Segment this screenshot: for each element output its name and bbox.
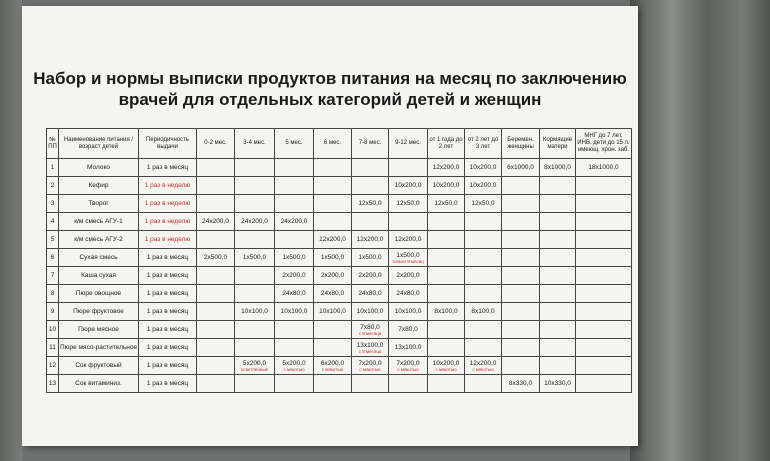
norm-cell bbox=[389, 339, 428, 357]
norm-cell bbox=[465, 231, 502, 249]
norm-value: 1x500,0 bbox=[242, 254, 267, 261]
product-name: Пюре фруктовое bbox=[59, 303, 139, 321]
norm-cell bbox=[428, 195, 465, 213]
norm-cell bbox=[540, 177, 576, 195]
norm-cell bbox=[314, 375, 352, 393]
norm-cell bbox=[465, 177, 502, 195]
norm-note: с мякотью bbox=[435, 366, 457, 372]
norm-value: 7x80,0 bbox=[398, 326, 418, 333]
norm-note: с мякотью bbox=[397, 366, 419, 372]
norm-value: 10x200,0 bbox=[469, 182, 497, 189]
table-row bbox=[47, 375, 632, 393]
poster-sheet bbox=[22, 6, 638, 446]
issue-frequency: 1 раз в неделю bbox=[139, 213, 197, 231]
issue-frequency: 1 раз в неделю bbox=[139, 231, 197, 249]
norm-cell bbox=[197, 159, 235, 177]
norm-cell bbox=[502, 303, 540, 321]
norm-value: 12x200,0 bbox=[432, 164, 460, 171]
norm-cell bbox=[576, 321, 632, 339]
issue-frequency: 1 раз в месяц bbox=[139, 285, 197, 303]
norm-value: 12x50,0 bbox=[396, 200, 420, 207]
table-row bbox=[47, 231, 632, 249]
norm-cell bbox=[428, 249, 465, 267]
issue-frequency: 1 раз в месяц bbox=[139, 159, 197, 177]
column-header: 0-2 мес. bbox=[197, 129, 235, 159]
norm-cell bbox=[275, 303, 314, 321]
norm-cell bbox=[352, 267, 389, 285]
norm-cell bbox=[197, 267, 235, 285]
norm-cell bbox=[465, 321, 502, 339]
row-number: 11 bbox=[47, 339, 59, 357]
norm-cell bbox=[235, 357, 275, 375]
norm-cell bbox=[576, 231, 632, 249]
table-row bbox=[47, 267, 632, 285]
norm-cell bbox=[465, 303, 502, 321]
norm-value: 7x200,0 bbox=[396, 359, 420, 367]
title-line-1: Набор и нормы выписки продуктов питания на месяц по заключению bbox=[33, 69, 627, 88]
issue-frequency: 1 раз в месяц bbox=[139, 321, 197, 339]
norm-cell bbox=[235, 303, 275, 321]
norm-cell bbox=[235, 285, 275, 303]
norm-cell bbox=[576, 249, 632, 267]
norm-cell bbox=[197, 321, 235, 339]
norm-cell bbox=[314, 303, 352, 321]
norm-value: 10x200,0 bbox=[394, 182, 422, 189]
column-header: от 2 лет до 3 лет bbox=[465, 129, 502, 159]
norm-cell bbox=[389, 231, 428, 249]
norm-cell bbox=[389, 285, 428, 303]
norm-cell bbox=[540, 285, 576, 303]
norm-cell bbox=[197, 231, 235, 249]
table-row bbox=[47, 321, 632, 339]
norm-cell bbox=[502, 195, 540, 213]
norm-cell bbox=[235, 159, 275, 177]
norm-cell bbox=[428, 357, 465, 375]
norm-cell bbox=[502, 285, 540, 303]
norm-cell bbox=[502, 267, 540, 285]
norm-value: 10x330,0 bbox=[544, 380, 571, 387]
norm-cell bbox=[352, 249, 389, 267]
issue-frequency: 1 раз в месяц bbox=[139, 357, 197, 375]
issue-frequency: 1 раз в месяц bbox=[139, 303, 197, 321]
table-row bbox=[47, 285, 632, 303]
norm-cell bbox=[235, 231, 275, 249]
norm-note: с 8 месяца bbox=[358, 330, 382, 336]
norm-cell bbox=[540, 249, 576, 267]
norm-cell bbox=[576, 213, 632, 231]
norm-value: 5x200,0 bbox=[282, 359, 306, 367]
norm-cell bbox=[314, 231, 352, 249]
row-number: 8 bbox=[47, 285, 59, 303]
norm-cell bbox=[275, 195, 314, 213]
norm-cell bbox=[314, 159, 352, 177]
table-row bbox=[47, 195, 632, 213]
norm-cell bbox=[465, 375, 502, 393]
norm-cell bbox=[197, 303, 235, 321]
norm-value: 7x80,0 bbox=[360, 323, 380, 331]
norm-value: 24x80,0 bbox=[396, 290, 420, 297]
table-row bbox=[47, 159, 632, 177]
norm-cell bbox=[275, 339, 314, 357]
norm-cell bbox=[428, 303, 465, 321]
table-row bbox=[47, 357, 632, 375]
norm-cell bbox=[352, 303, 389, 321]
issue-frequency: 1 раз в месяц bbox=[139, 267, 197, 285]
norm-cell bbox=[197, 357, 235, 375]
table-row bbox=[47, 303, 632, 321]
norm-value: 1x500,0 bbox=[282, 254, 306, 261]
column-header: 3-4 мес. bbox=[235, 129, 275, 159]
norm-value: 8x330,0 bbox=[508, 380, 533, 387]
norm-cell bbox=[502, 249, 540, 267]
norm-cell bbox=[428, 267, 465, 285]
norm-cell bbox=[465, 249, 502, 267]
product-name: Сок витаминиз. bbox=[59, 375, 139, 393]
norm-cell bbox=[540, 357, 576, 375]
norm-cell bbox=[576, 303, 632, 321]
norm-value: 10x200,0 bbox=[432, 359, 460, 367]
norm-cell bbox=[197, 249, 235, 267]
norm-cell bbox=[314, 321, 352, 339]
norm-value: 6x1000,0 bbox=[507, 164, 534, 171]
norm-cell bbox=[576, 177, 632, 195]
norm-value: 1x500,0 bbox=[320, 254, 345, 261]
norm-cell bbox=[389, 195, 428, 213]
norm-value: 24x80,0 bbox=[320, 290, 345, 297]
norm-cell bbox=[352, 339, 389, 357]
norm-value: 24x80,0 bbox=[282, 290, 306, 297]
product-name: Пюре мясное bbox=[59, 321, 139, 339]
norm-cell bbox=[275, 267, 314, 285]
norm-value: 10x100,0 bbox=[241, 308, 268, 315]
norm-cell bbox=[576, 267, 632, 285]
norm-cell bbox=[465, 213, 502, 231]
norm-value: 1x500,0 bbox=[358, 254, 382, 261]
norm-cell bbox=[275, 249, 314, 267]
row-number: 13 bbox=[47, 375, 59, 393]
norm-value: 10x100,0 bbox=[280, 308, 308, 315]
norm-cell bbox=[389, 375, 428, 393]
column-header: Наименование питания / возраст детей bbox=[59, 129, 139, 159]
issue-frequency: 1 раз в месяц bbox=[139, 375, 197, 393]
row-number: 4 bbox=[47, 213, 59, 231]
norm-value: 12x50,0 bbox=[358, 200, 382, 207]
norm-value: 13x100,0 bbox=[394, 344, 422, 351]
norm-value: 2x200,0 bbox=[282, 272, 306, 279]
norm-value: 12x50,0 bbox=[434, 200, 458, 207]
norm-cell bbox=[540, 267, 576, 285]
norm-cell bbox=[576, 159, 632, 177]
norm-cell bbox=[235, 267, 275, 285]
row-number: 9 bbox=[47, 303, 59, 321]
norm-cell bbox=[275, 159, 314, 177]
norm-cell bbox=[502, 213, 540, 231]
norm-cell bbox=[197, 213, 235, 231]
norm-cell bbox=[502, 357, 540, 375]
norm-value: 18x1000,0 bbox=[588, 164, 619, 171]
column-header: 7-8 мес. bbox=[352, 129, 389, 159]
title-line-2: врачей для отдельных категорий детей и женщин bbox=[118, 90, 542, 109]
norm-value: 10x100,0 bbox=[319, 308, 346, 315]
table-row bbox=[47, 249, 632, 267]
norm-cell bbox=[428, 231, 465, 249]
norm-cell bbox=[428, 285, 465, 303]
row-number: 7 bbox=[47, 267, 59, 285]
norm-value: 2x500,0 bbox=[203, 254, 228, 261]
column-header: Периодичность выдачи bbox=[139, 129, 197, 159]
column-header: от 1 года до 2 лет bbox=[428, 129, 465, 159]
column-header: 5 мес. bbox=[275, 129, 314, 159]
table-row bbox=[47, 213, 632, 231]
norm-cell bbox=[197, 339, 235, 357]
norm-cell bbox=[275, 357, 314, 375]
column-header: 6 мес. bbox=[314, 129, 352, 159]
norm-cell bbox=[576, 357, 632, 375]
norm-cell bbox=[502, 321, 540, 339]
product-name: Пюре мясо-растительное bbox=[59, 339, 139, 357]
norm-cell bbox=[428, 321, 465, 339]
norm-note: с мякотью bbox=[472, 366, 494, 372]
issue-frequency: 1 раз в неделю bbox=[139, 177, 197, 195]
norm-cell bbox=[314, 213, 352, 231]
poster-title bbox=[22, 68, 638, 110]
norm-cell bbox=[465, 195, 502, 213]
norm-value: 24x200,0 bbox=[202, 218, 229, 225]
norm-cell bbox=[428, 339, 465, 357]
norm-note: осветленные bbox=[240, 366, 269, 372]
column-header: Кормящие матери bbox=[540, 129, 576, 159]
norm-cell bbox=[352, 375, 389, 393]
row-number: 12 bbox=[47, 357, 59, 375]
column-header: № ПП bbox=[47, 129, 59, 159]
norm-cell bbox=[352, 231, 389, 249]
product-name: Пюре овощное bbox=[59, 285, 139, 303]
norm-note: с мякотью bbox=[321, 366, 344, 372]
norm-value: 8x100,0 bbox=[471, 308, 495, 315]
norm-cell bbox=[465, 339, 502, 357]
norm-value: 5x200,0 bbox=[242, 359, 267, 367]
norm-value: 2x200,0 bbox=[320, 272, 345, 279]
issue-frequency: 1 раз в неделю bbox=[139, 195, 197, 213]
norm-cell bbox=[197, 285, 235, 303]
norm-cell bbox=[314, 195, 352, 213]
norm-value: 10x100,0 bbox=[356, 308, 384, 315]
norm-value: 7x200,0 bbox=[358, 359, 382, 367]
norm-cell bbox=[465, 285, 502, 303]
norm-cell bbox=[465, 159, 502, 177]
norm-cell bbox=[314, 267, 352, 285]
norm-cell bbox=[275, 375, 314, 393]
norm-cell bbox=[235, 339, 275, 357]
norm-cell bbox=[275, 177, 314, 195]
norm-cell bbox=[235, 195, 275, 213]
norm-cell bbox=[389, 321, 428, 339]
row-number: 10 bbox=[47, 321, 59, 339]
norm-cell bbox=[540, 195, 576, 213]
norm-value: 10x200,0 bbox=[469, 164, 497, 171]
norm-value: 24x200,0 bbox=[241, 218, 268, 225]
norms-table bbox=[46, 128, 632, 393]
norm-cell bbox=[540, 321, 576, 339]
issue-frequency: 1 раз в месяц bbox=[139, 339, 197, 357]
norm-value: 24x80,0 bbox=[358, 290, 382, 297]
norm-cell bbox=[428, 375, 465, 393]
column-header: МНГ до 7 лет, ИНВ. дети до 15 л. имеющ. хрон. заб. bbox=[576, 129, 632, 159]
norm-cell bbox=[389, 159, 428, 177]
norm-value: 12x50,0 bbox=[471, 200, 495, 207]
row-number: 1 bbox=[47, 159, 59, 177]
product-name: Творог bbox=[59, 195, 139, 213]
norm-value: 8x1000,0 bbox=[544, 164, 571, 171]
norm-cell bbox=[235, 375, 275, 393]
norm-cell bbox=[352, 321, 389, 339]
norm-cell bbox=[502, 339, 540, 357]
norm-cell bbox=[314, 249, 352, 267]
product-name: Каша сухая bbox=[59, 267, 139, 285]
norm-note: с мякотью bbox=[283, 366, 305, 372]
norm-cell bbox=[352, 159, 389, 177]
norm-cell bbox=[576, 339, 632, 357]
norm-cell bbox=[502, 159, 540, 177]
product-name: Сок фруктовый bbox=[59, 357, 139, 375]
column-header: 9-12 мес. bbox=[389, 129, 428, 159]
norm-cell bbox=[576, 195, 632, 213]
norm-cell bbox=[428, 213, 465, 231]
norm-value: 12x200,0 bbox=[469, 359, 497, 367]
column-header: Беремен. женщины bbox=[502, 129, 540, 159]
norm-cell bbox=[428, 177, 465, 195]
product-name: Сухая смесь bbox=[59, 249, 139, 267]
norm-cell bbox=[197, 177, 235, 195]
norm-cell bbox=[428, 159, 465, 177]
product-name: к/м смесь АГУ-2 bbox=[59, 231, 139, 249]
norm-cell bbox=[540, 339, 576, 357]
norm-cell bbox=[235, 213, 275, 231]
norm-value: 10x100,0 bbox=[394, 308, 422, 315]
norm-note: с мякотью bbox=[359, 366, 381, 372]
norm-cell bbox=[389, 303, 428, 321]
norm-value: 10x200,0 bbox=[432, 182, 460, 189]
norm-cell bbox=[235, 177, 275, 195]
norm-cell bbox=[352, 195, 389, 213]
norm-cell bbox=[352, 213, 389, 231]
norm-cell bbox=[235, 249, 275, 267]
norm-value: 2x200,0 bbox=[396, 272, 420, 279]
wall-left bbox=[0, 0, 22, 461]
norm-cell bbox=[502, 231, 540, 249]
norm-cell bbox=[197, 375, 235, 393]
product-name: Кефир bbox=[59, 177, 139, 195]
norm-cell bbox=[540, 375, 576, 393]
norm-value: 8x100,0 bbox=[434, 308, 458, 315]
norm-value: 12x200,0 bbox=[394, 236, 422, 243]
norm-cell bbox=[389, 177, 428, 195]
row-number: 3 bbox=[47, 195, 59, 213]
norm-cell bbox=[540, 303, 576, 321]
norm-cell bbox=[314, 177, 352, 195]
table-header-row bbox=[47, 129, 632, 159]
norm-cell bbox=[465, 267, 502, 285]
door-panel bbox=[630, 0, 770, 461]
norm-cell bbox=[197, 195, 235, 213]
norm-cell bbox=[389, 249, 428, 267]
row-number: 2 bbox=[47, 177, 59, 195]
norm-cell bbox=[540, 159, 576, 177]
norm-value: 2x200,0 bbox=[358, 272, 382, 279]
norm-cell bbox=[275, 231, 314, 249]
norm-value: 12x200,0 bbox=[319, 236, 346, 243]
issue-frequency: 1 раз в месяц bbox=[139, 249, 197, 267]
norm-cell bbox=[389, 213, 428, 231]
table-row bbox=[47, 177, 632, 195]
norm-value: 1x500,0 bbox=[396, 251, 420, 259]
norm-cell bbox=[275, 321, 314, 339]
norm-value: 13x100,0 bbox=[356, 341, 384, 349]
norm-value: 12x200,0 bbox=[356, 236, 384, 243]
norm-cell bbox=[352, 357, 389, 375]
norm-value: 6x200,0 bbox=[320, 359, 345, 367]
norm-cell bbox=[275, 285, 314, 303]
norm-cell bbox=[352, 285, 389, 303]
norm-cell bbox=[540, 213, 576, 231]
norm-cell bbox=[235, 321, 275, 339]
norm-cell bbox=[465, 357, 502, 375]
norm-cell bbox=[314, 357, 352, 375]
norm-cell bbox=[502, 177, 540, 195]
norm-cell bbox=[389, 357, 428, 375]
norm-cell bbox=[576, 285, 632, 303]
norm-cell bbox=[275, 213, 314, 231]
product-name: к/м смесь АГУ-1 bbox=[59, 213, 139, 231]
norm-cell bbox=[314, 285, 352, 303]
norm-note: только 9 месяц bbox=[392, 258, 424, 264]
norm-note: с 8 месяца bbox=[358, 348, 382, 354]
table-row bbox=[47, 339, 632, 357]
norm-cell bbox=[502, 375, 540, 393]
norm-cell bbox=[314, 339, 352, 357]
norm-cell bbox=[576, 375, 632, 393]
norm-cell bbox=[389, 267, 428, 285]
norm-cell bbox=[352, 177, 389, 195]
row-number: 6 bbox=[47, 249, 59, 267]
norm-cell bbox=[540, 231, 576, 249]
product-name: Молоко bbox=[59, 159, 139, 177]
norm-value: 24x200,0 bbox=[280, 218, 308, 225]
row-number: 5 bbox=[47, 231, 59, 249]
